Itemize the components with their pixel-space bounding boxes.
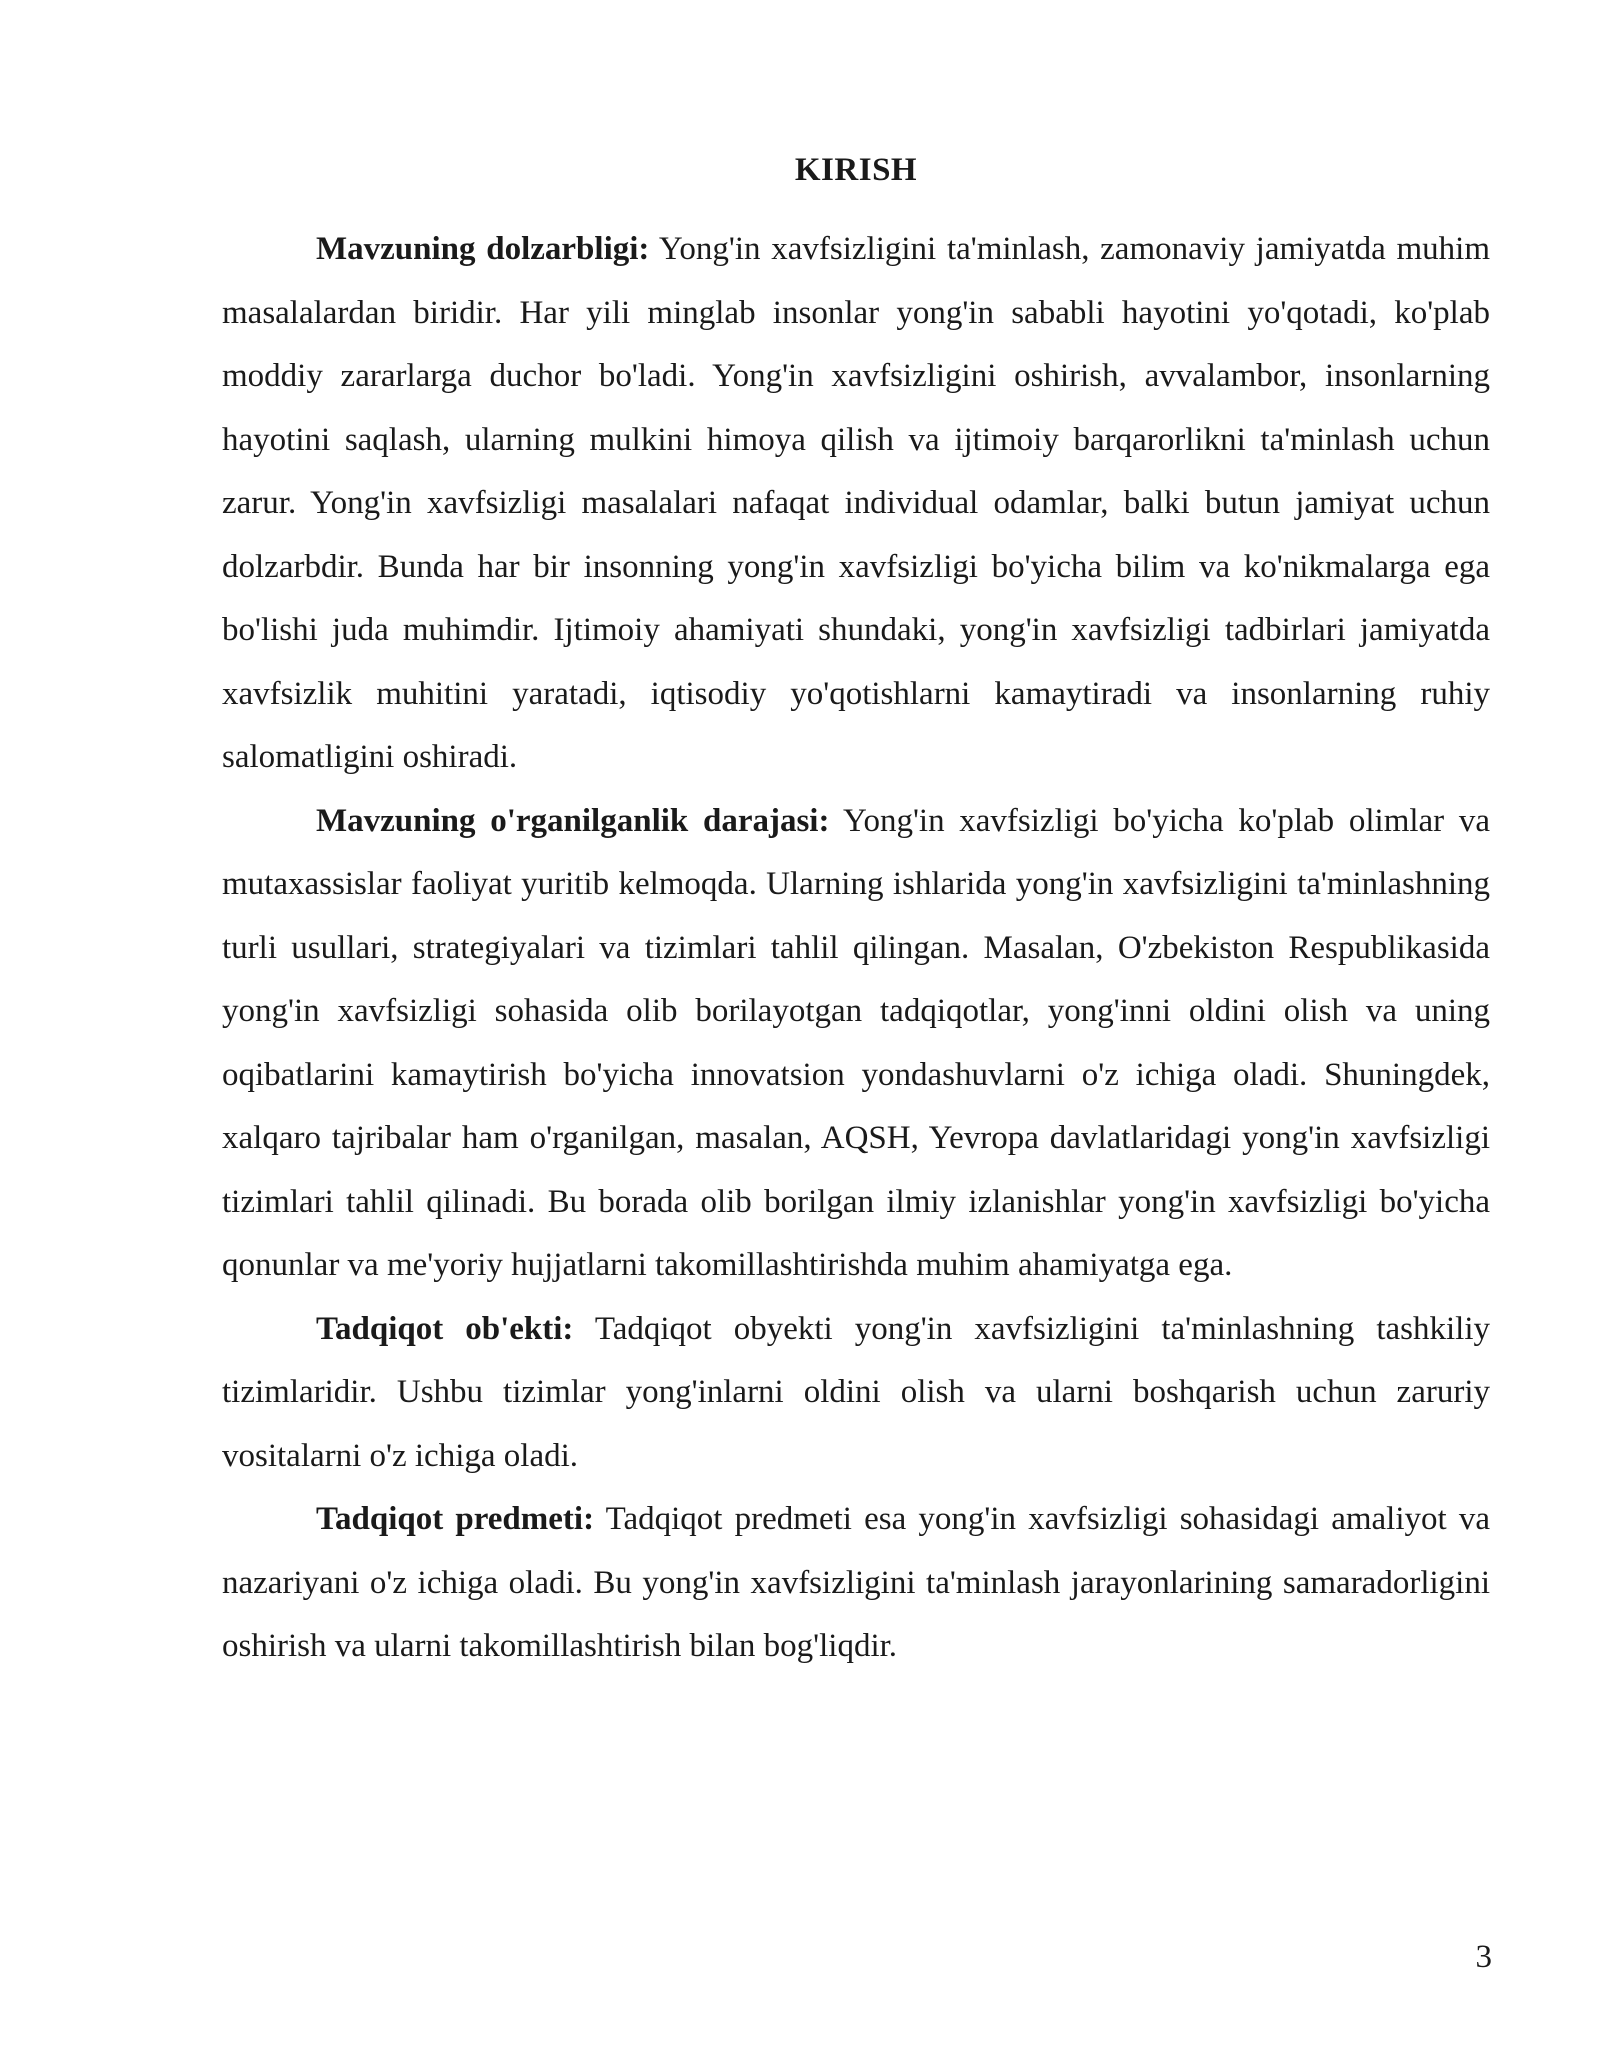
paragraph-lead: Mavzuning o'rganilganlik darajasi: [316, 802, 830, 839]
paragraph-lead: Tadqiqot predmeti: [316, 1501, 595, 1537]
paragraph-text: Tadqiqot predmeti esa yong'in xavfsizligi sohasidagi amaliyot va nazariyani o'z ichiga oladi. Bu yong'in xavfsizligini ta'minlash jarayonlarining samaradorligini oshirish va ularni takomillashtirish bilan bog'liqdir. [222, 1501, 1490, 1664]
paragraph-lead: Tadqiqot ob'ekti: [316, 1310, 574, 1347]
page-number: 3 [1475, 1939, 1492, 1975]
document-page [222, 140, 1490, 1679]
paragraph-research-object [222, 1298, 1490, 1489]
paragraph-study-level [222, 790, 1490, 1298]
paragraph-research-subject [222, 1488, 1490, 1679]
paragraph-lead: Mavzuning dolzarbligi: [316, 231, 650, 267]
paragraph-text: Yong'in xavfsizligini ta'minlash, zamonaviy jamiyatda muhim masalalardan biridir. Har yili minglab insonlar yong'in sababli hayotini yo'qotadi, ko'plab moddiy zararlarga duchor bo'ladi. Yong'in xavfsizligini oshirish, avvalambor, insonlarning hayotini saqlash, ularning mulkini himoya qilish va ijtimoiy barqarorlikni ta'minlash uchun zarur. Yong'in xavfsizligi masalalari nafaqat individual odamlar, balki butun jamiyat uchun dolzarbdir. Bunda har bir insonning yong'in xavfsizligi bo'yicha bilim va ko'nikmalarga ega bo'lishi juda muhimdir. Ijtimoiy ahamiyati shundaki, yong'in xavfsizligi tadbirlari jamiyatda xavfsizlik muhitini yaratadi, iqtisodiy yo'qotishlarni kamaytiradi va insonlarning ruhiy salomatligini oshiradi. [222, 231, 1490, 775]
page-title: KIRISH [794, 152, 918, 188]
paragraph-text: Yong'in xavfsizligi bo'yicha ko'plab olimlar va mutaxassislar faoliyat yuritib kelmoqda. Ularning ishlarida yong'in xavfsizligini ta'minlashning turli usullari, strategiyalari va tizimlari tahlil qilingan. Masalan, O'zbekiston Respublikasida yong'in xavfsizligi sohasida olib borilayotgan tadqiqotlar, yong'inni oldini olish va uning oqibatlarini kamaytirish bo'yicha innovatsion yondashuvlarni o'z ichiga oladi. Shuningdek, xalqaro tajribalar ham o'rganilgan, masalan, AQSH, Yevropa davlatlaridagi yong'in xavfsizligi tizimlari tahlil qilinadi. Bu borada olib borilgan ilmiy izlanishlar yong'in xavfsizligi bo'yicha qonunlar va me'yoriy hujjatlarni takomillashtirishda muhim ahamiyatga ega. [222, 802, 1491, 1283]
paragraph-text: Tadqiqot obyekti yong'in xavfsizligini ta'minlashning tashkiliy tizimlaridir. Ushbu tizimlar yong'inlarni oldini olish va ularni boshqarish uchun zaruriy vositalarni o'z ichiga oladi. [222, 1310, 1490, 1474]
paragraph-relevance [222, 218, 1490, 790]
